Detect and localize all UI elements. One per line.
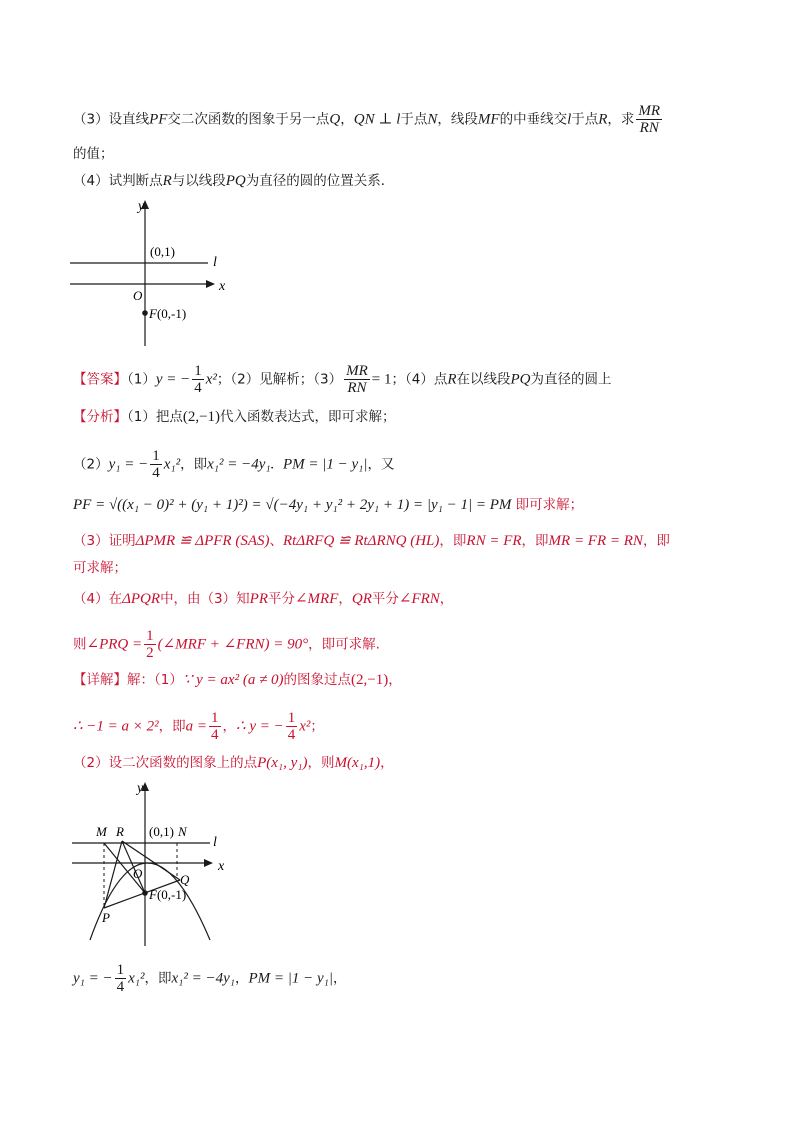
figure-1-axes xyxy=(60,196,240,351)
m-label: M xyxy=(96,824,107,839)
point-f xyxy=(142,310,148,316)
l-label: l xyxy=(213,255,217,270)
analysis-line3: PF = √((x₁ − 0)² + (y₁ + 1)²) = √(−4y₁ + y₁² + 2y₁ + 1) = |y₁ − 1| = PM 即可求解； xyxy=(73,497,584,513)
point-f xyxy=(142,890,148,896)
detail-tag: 【详解】 xyxy=(73,672,127,688)
x-axis-arrow xyxy=(206,280,215,288)
analysis-line7: 则∠PRQ = $\frac{1}{2}$ (∠MRF + ∠FRN) = 90°，即可求解. xyxy=(73,628,380,661)
detail-line1: 【详解】解：（1）∵ y = ax² (a ≠ 0)的图象过点(2,−1)， xyxy=(73,672,402,688)
q-label: Q xyxy=(180,872,190,887)
detail-line3: （2）设二次函数的图象上的点P(x₁, y₁)，则M(x₁,1)， xyxy=(73,755,394,771)
question-4: （4）试判断点R与以线段PQ为直径的圆的位置关系． xyxy=(73,173,395,189)
origin-label: O xyxy=(133,866,143,881)
question-3-line2: 的值； xyxy=(73,146,114,162)
analysis-line2: （2）y₁ = − $\frac{1}{4}$ x₁²，即x₁² = −4y₁. PM = |1 − y₁|，又 xyxy=(73,448,395,481)
r-label: R xyxy=(116,824,124,839)
answer-tag: 【答案】 xyxy=(73,371,127,388)
y-label: y xyxy=(137,781,144,796)
fraction-mr-rn: $\frac{MR}{RN}$ xyxy=(638,103,661,136)
answer-line: 【答案】（1）y = − $\frac{1}{4}$ x²；（2）见解析；（3） $\frac{MR}{RN}$ = 1；（4）点R在以线段PQ为直径的圆上 xyxy=(73,363,612,396)
analysis-line6: （4）在ΔPQR中，由（3）知PR平分∠MRF，QR平分∠FRN， xyxy=(73,591,454,607)
question-3-line1: （3）设直线PF交二次函数的图象于另一点Q，QN ⊥ l于点N，线段MF的中垂线交l于点R，求 $\frac{MR}{RN}$ xyxy=(73,103,661,136)
x-label: x xyxy=(218,859,225,874)
analysis-line1: 【分析】（1）把点(2,−1)代入函数表达式，即可求解； xyxy=(73,409,396,425)
f-label: F(0,-1) xyxy=(149,306,187,321)
detail-line2: ∴ −1 = a × 2²，即a = $\frac{1}{4}$ ，∴ y = − $\frac{1}{4}$ x²； xyxy=(73,710,324,743)
n-label: N xyxy=(178,824,187,839)
detail-line4: y₁ = − $\frac{1}{4}$ x₁²，即x₁² = −4y₁，PM = |1 − y₁|， xyxy=(73,962,347,995)
analysis-line5: 可求解； xyxy=(73,560,127,576)
analysis-line4: （3）证明ΔPMR ≌ ΔPFR (SAS)、RtΔRFQ ≌ RtΔRNQ (HL)，即RN = FR，即MR = FR = RN，即 xyxy=(73,533,670,549)
analysis-tag: 【分析】 xyxy=(73,409,127,425)
origin-label: O xyxy=(133,288,143,303)
x-label: x xyxy=(219,279,226,294)
y-label: y xyxy=(138,199,145,214)
f-label: F(0,-1) xyxy=(149,887,187,902)
l-label: l xyxy=(213,835,217,850)
point-01-label: (0,1) xyxy=(150,244,175,259)
p-label: P xyxy=(102,910,110,925)
figure-2-parabola xyxy=(60,778,240,948)
point-01-label: (0,1) xyxy=(149,824,174,839)
segment-rp xyxy=(104,841,122,908)
x-axis-arrow xyxy=(204,859,213,867)
